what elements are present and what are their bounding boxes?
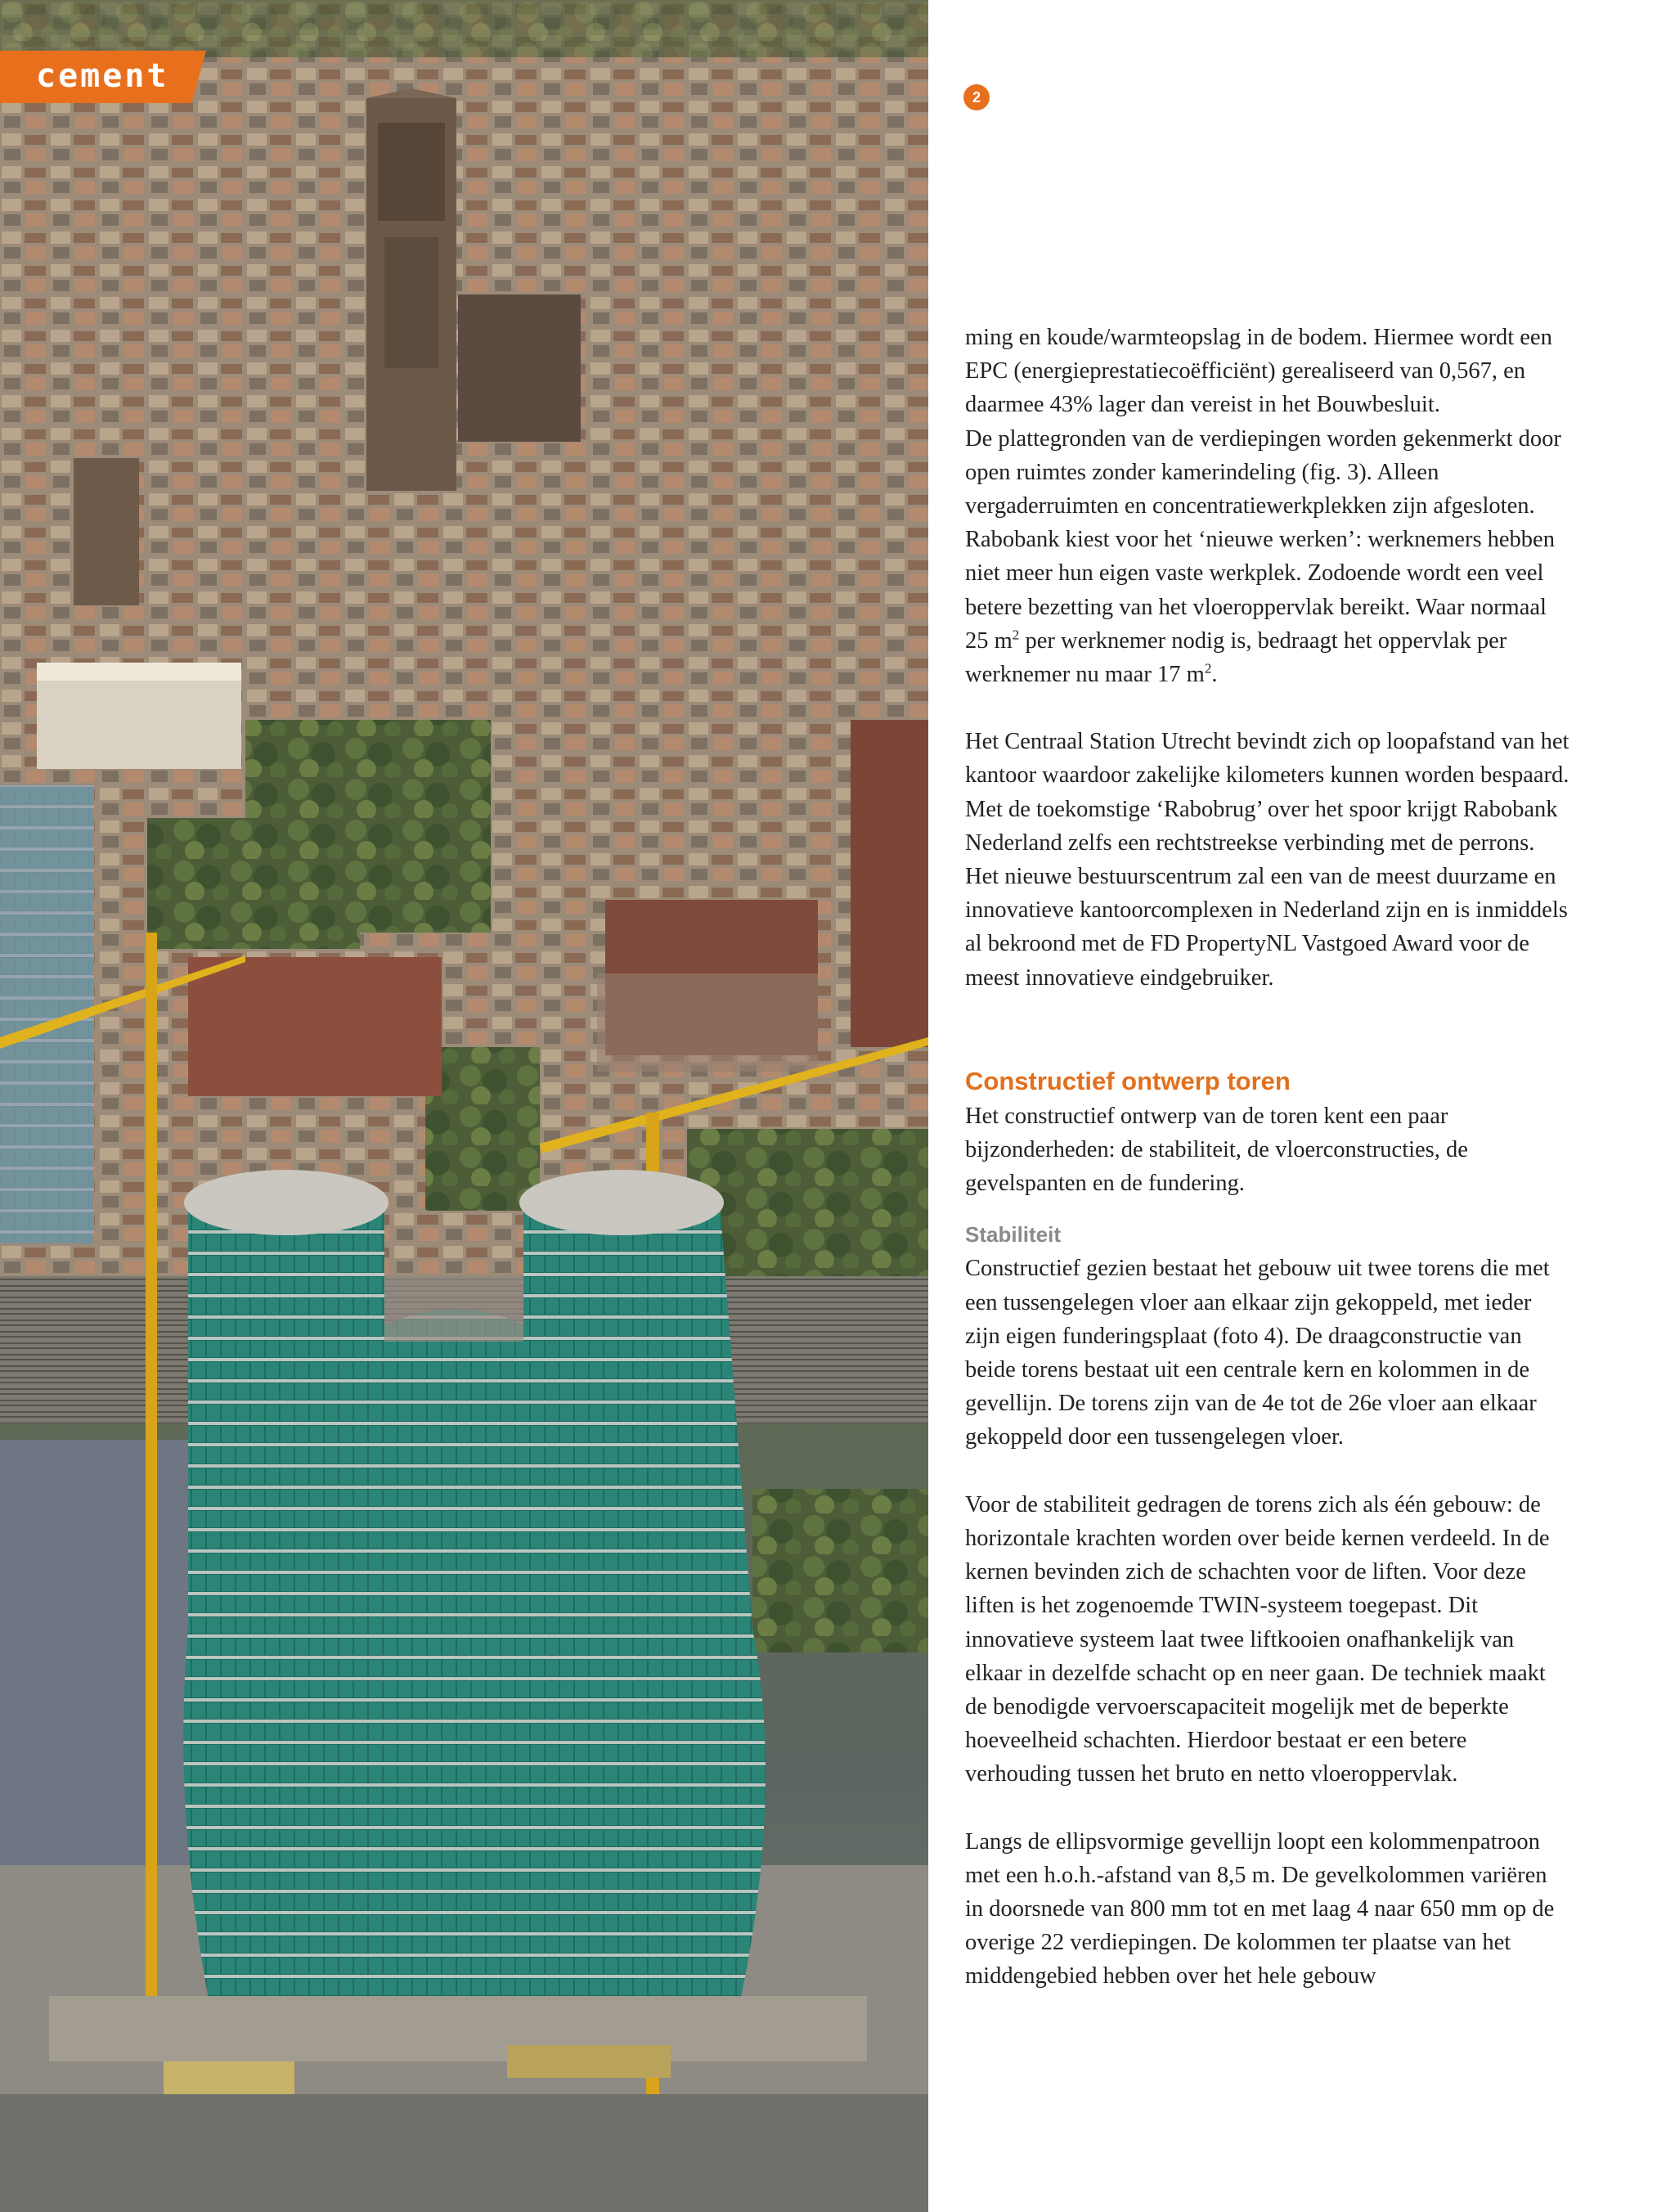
paragraph-stabiliteit-1: Constructief gezien bestaat het gebouw uit twee torens die met een tussengelegen vloer aan elkaar zijn gekoppeld, met ieder zijn eigen funderingsplaat (foto 4). De draagconstructie van beide torens bestaat uit een centrale kern en kolommen in de gevellijn. De torens zijn van de 4e tot de 26e vloer aan elkaar gekoppeld door een tussengelegen vloer. [965, 1256, 1550, 1450]
article-column [965, 321, 1570, 1994]
page-number-badge: 2 [963, 84, 990, 110]
subheading-stabiliteit: Stabiliteit [965, 1222, 1062, 1248]
paragraph-stabiliteit-3: Langs de ellipsvormige gevellijn loopt een kolommenpatroon met een h.o.h.-afstand van 8,5 m. De gevelkolommen variëren in doorsnede van 800 mm tot en met laag 4 naar 650 mm op de overige 22 verdiepingen. De kolommen ter plaatse van het middengebied hebben over het hele gebouw [965, 1828, 1555, 1989]
paragraph-centraal-station: Het Centraal Station Utrecht bevindt zich op loopafstand van het kantoor waardoor zakelijke kilometers kunnen worden bespaard. Met de toekomstige ‘Rabobrug’ over het spoor krijgt Rabobank Nederland zelfs een rechtstreekse verbinding met de perrons. [965, 729, 1569, 856]
paragraph-epc: ming en koude/warmteopslag in de bodem. Hiermee wordt een EPC (energieprestatiecoëfficiënt) gerealiseerd van 0,567, en daarmee 43% lager dan vereist in het Bouwbesluit. [965, 325, 1552, 418]
paragraph-constructief-intro: Het constructief ontwerp van de toren kent een paar bijzonderheden: de stabiliteit, de vloerconstructies, de gevelspanten en de fundering. [965, 1103, 1468, 1197]
heading-constructief-ontwerp: Constructief ontwerp toren [965, 1066, 1291, 1095]
paragraph-bestuurscentrum: Het nieuwe bestuurscentrum zal een van de meest duurzame en innovatieve kantoorcomplexen in Nederland zijn en is inmiddels al bekroond met de FD PropertyNL Vastgoed Award voor de meest innovatieve eindgebruiker. [965, 864, 1568, 991]
brand-logo: cement [36, 57, 169, 95]
paragraph-plattegronden: De plattegronden van de verdiepingen worden gekenmerkt door open ruimtes zonder kamerindeling (fig. 3). Alleen vergaderruimten en concentratiewerkplekken zijn afgesloten. Rabobank kiest voor het ‘nieuwe werken’: werknemers hebben niet meer hun eigen vaste werkplek. Zodoende wordt een veel betere bezetting van het vloeroppervlak bereikt. Waar normaal 25 $m^2$ per werknemer nodig is, bedraagt het oppervlak per werknemer nu maar 17 $m^2$. [965, 425, 1561, 688]
paragraph-stabiliteit-2: Voor de stabiliteit gedragen de torens zich als één gebouw: de horizontale krachten worden over beide kernen verdeeld. In de kernen bevinden zich de schachten voor de liften. Voor deze liften is het zogenoemde TWIN-systeem toegepast. Dit innovatieve systeem laat twee liftkooien onafhankelijk van elkaar in dezelfde schacht op en neer gaan. De techniek maakt de benodigde vervoerscapaciteit mogelijk met de beperkte hoeveelheid schachten. Hierdoor bestaat er een betere verhouding tussen het bruto en netto vloeroppervlak. [965, 1491, 1550, 1787]
